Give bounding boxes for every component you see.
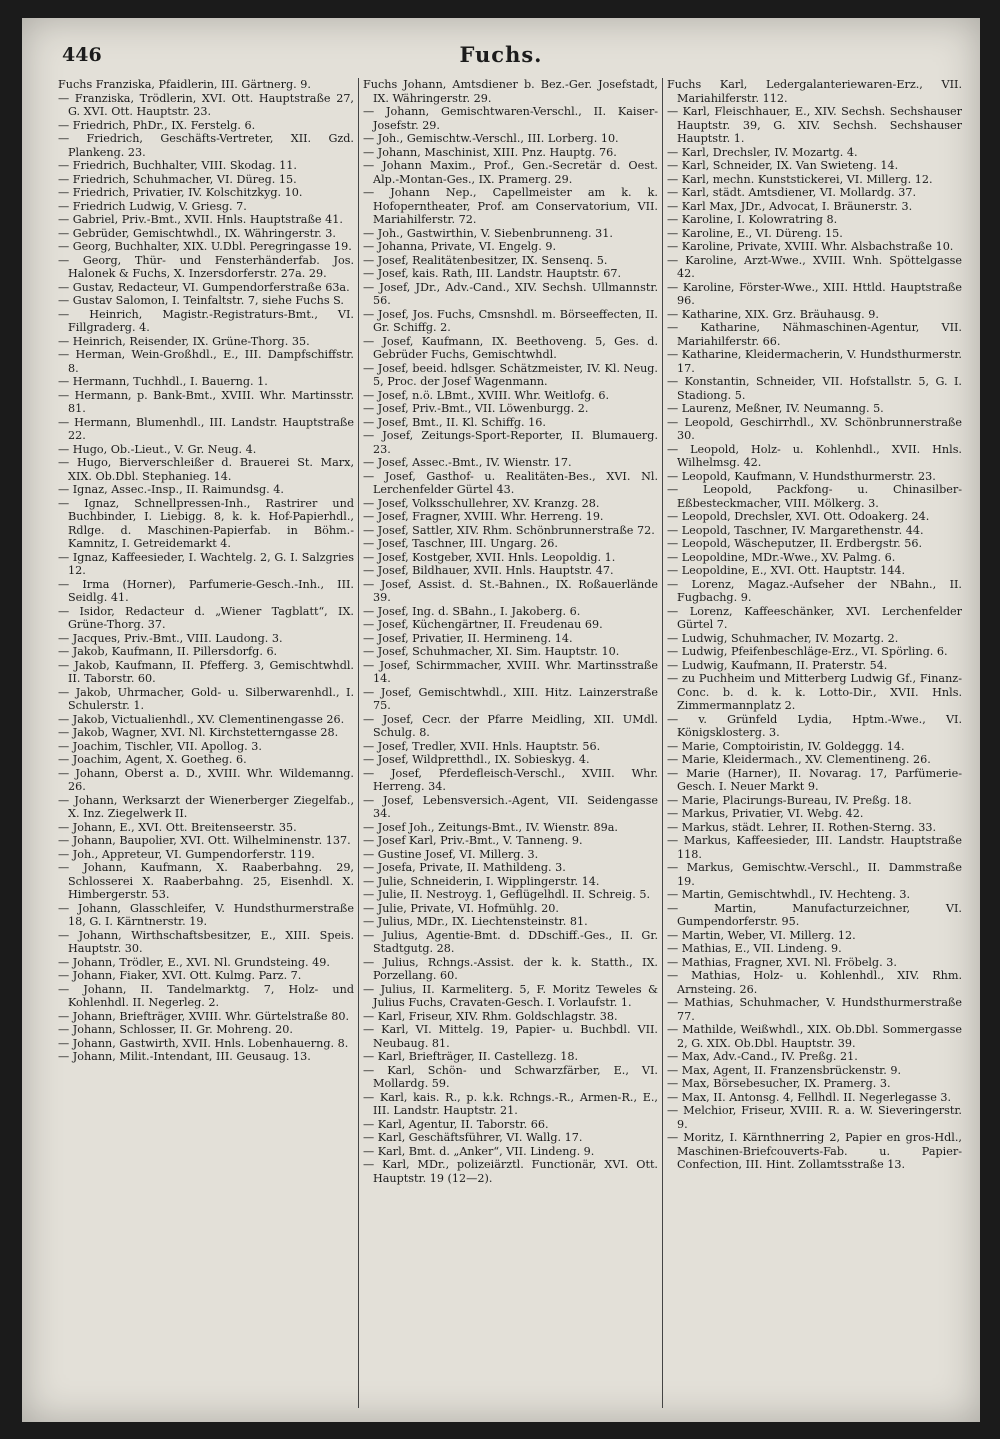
directory-entry: — Hermann, Tuchhdl., I. Bauerng. 1.: [58, 375, 268, 388]
directory-entry: — Friedrich, Buchhalter, VIII. Skodag. 11.: [58, 159, 297, 172]
directory-entry: — Johann Nep., Capellmeister am k. k. Hofoperntheater, Prof. am Conservatorium, VII. Mariahilferstr. 72.: [363, 186, 658, 226]
directory-entry: — Josef, Bildhauer, XVII. Hnls. Hauptstr. 47.: [363, 564, 614, 577]
directory-entry: — Ludwig, Kaufmann, II. Praterstr. 54.: [667, 658, 888, 672]
directory-entry: — Josef, Sattler, XIV. Rhm. Schönbrunnerstraße 72.: [363, 523, 655, 537]
directory-entry: — Marie (Harner), II. Novarag. 17, Parfümerie-Gesch. I. Neuer Markt 9.: [667, 766, 962, 793]
directory-entry: — Josef, Realitätenbesitzer, IX. Sensenq. 5.: [363, 253, 608, 267]
directory-entry: — Johann, Briefträger, XVIII. Whr. Gürtelstraße 80.: [58, 1009, 350, 1023]
directory-entry: — Karl, Geschäftsführer, VI. Wallg. 17.: [363, 1131, 583, 1144]
directory-entry: — Georg, Buchhalter, XIX. U.Dbl. Peregringasse 19.: [58, 240, 352, 253]
directory-entry: — Friedrich Ludwig, V. Griesg. 7.: [58, 199, 247, 213]
directory-entry: — Martin, Manufacturzeichner, VI. Gumpendorferstr. 95.: [667, 901, 962, 928]
directory-entry: — Karl, VI. Mittelg. 19, Papier- u. Buchbdl. VII. Neubaug. 81.: [363, 1023, 658, 1050]
directory-entry: — Josef, Ing. d. SBahn., I. Jakoberg. 6.: [363, 604, 581, 618]
directory-entry: — Karl, städt. Amtsdiener, VI. Mollardg. 37.: [667, 186, 917, 199]
directory-entry: — Martin, Gemischtwhdl., IV. Hechteng. 3.: [667, 888, 911, 901]
directory-entry: — Friedrich, Geschäfts-Vertreter, XII. Gzd. Plankeng. 23.: [58, 132, 354, 159]
directory-entry: — Josef, Gemischtwhdl., XIII. Hitz. Lainzerstraße 75.: [363, 685, 658, 712]
directory-entry: — Johann, E., XVI. Ott. Breitenseerstr. 35.: [58, 820, 297, 834]
directory-entry: — Markus, Privatier, VI. Webg. 42.: [667, 807, 864, 820]
directory-entry: — Julie, Schneiderin, I. Wipplingerstr. 14.: [363, 874, 600, 888]
directory-entry: — Josef, Jos. Fuchs, Cmsnshdl. m. Börseeffecten, II. Gr. Schiffg. 2.: [363, 307, 658, 334]
directory-entry: — Friedrich, PhDr., IX. Ferstelg. 6.: [58, 118, 256, 132]
directory-entry: — Josef, Bmt., II. Kl. Schiffg. 16.: [363, 415, 546, 429]
directory-entry: — Karl, Schneider, IX. Van Swieteng. 14.: [667, 159, 899, 172]
directory-entry: — Ignaz, Assec.-Insp., II. Raimundsg. 4.: [58, 483, 284, 496]
directory-entry: — Jakob, Wagner, XVI. Nl. Kirchstetterngasse 28.: [58, 726, 339, 739]
directory-entry: — Karl, Schön- und Schwarzfärber, E., VI. Mollardg. 59.: [363, 1063, 658, 1090]
directory-entry: — Karoline, E., VI. Düreng. 15.: [667, 226, 843, 240]
directory-entry: — Josef, Wildpretthdl., IX. Sobieskyg. 4.: [363, 753, 590, 766]
page-header: [22, 18, 980, 78]
directory-entry: — Johann, Gastwirth, XVII. Hnls. Lobenhauerng. 8.: [58, 1036, 349, 1050]
directory-entry: — Mathias, Fragner, XVI. Nl. Fröbelg. 3.: [667, 955, 897, 969]
directory-entry: — zu Puchheim und Mitterberg Ludwig Gf., Finanz-Conc. b. d. k. k. Lotto-Dir., XVII. Hnls. Zimmermannplatz 2.: [667, 672, 962, 712]
directory-entry: — Leopold, Taschner, IV. Margarethenstr. 44.: [667, 523, 924, 537]
directory-entry: — Karl, MDr., polizeiärztl. Functionär, XVI. Ott. Hauptstr. 19 (12—2).: [363, 1158, 658, 1185]
directory-entry: — Mathias, Schuhmacher, V. Hundsthurmerstraße 77.: [667, 996, 962, 1023]
directory-entry: — Markus, Gemischtw.-Verschl., II. Dammstraße 19.: [667, 861, 962, 888]
directory-entry: — Josef, Taschner, III. Ungarg. 26.: [363, 537, 558, 550]
directory-entry: — Julie, Private, VI. Hofmühlg. 20.: [363, 901, 559, 915]
directory-entry: — Johann, Baupolier, XVI. Ott. Wilhelminenstr. 137.: [58, 834, 351, 847]
directory-entry: — Johann, Maschinist, XIII. Pnz. Hauptg. 76.: [363, 145, 617, 159]
directory-entry: — Hugo, Ob.-Lieut., V. Gr. Neug. 4.: [58, 442, 257, 456]
directory-entry: — Johann Maxim., Prof., Gen.-Secretär d. Oest. Alp.-Montan-Ges., IX. Pramerg. 29.: [363, 159, 658, 186]
directory-entry: — Leopoldine, MDr.-Wwe., XV. Palmg. 6.: [667, 550, 896, 564]
directory-entry: — Josef, Assist. d. St.-Bahnen., IX. Roßauerlände 39.: [363, 577, 658, 604]
directory-entry: — Karoline, Arzt-Wwe., XVIII. Wnh. Spöttelgasse 42.: [667, 253, 962, 280]
directory-entry: — Mathilde, Weißwhdl., XIX. Ob.Dbl. Sommergasse 2, G. XIX. Ob.Dbl. Hauptstr. 39.: [667, 1023, 962, 1050]
directory-entry: — Lorenz, Kaffeeschänker, XVI. Lerchenfelder Gürtel 7.: [667, 604, 962, 631]
directory-entry: — Isidor, Redacteur d. „Wiener Tagblatt“, IX. Grüne-Thorg. 37.: [58, 604, 354, 631]
directory-entry: — Leopold, Holz- u. Kohlenhdl., XVII. Hnls. Wilhelmsg. 42.: [667, 442, 962, 469]
column-right: [662, 78, 966, 1408]
directory-entry: — Ludwig, Pfeifenbeschläge-Erz., VI. Spörling. 6.: [667, 645, 948, 658]
directory-entry: — Josef, Cecr. der Pfarre Meidling, XII. UMdl. Schulg. 8.: [363, 712, 658, 739]
directory-entry: — Johann, Oberst a. D., XVIII. Whr. Wildemanng. 26.: [58, 766, 354, 793]
directory-entry: — Johann, Fiaker, XVI. Ott. Kulmg. Parz. 7.: [58, 969, 302, 982]
directory-entry: — Josef, Schirmmacher, XVIII. Whr. Martinsstraße 14.: [363, 658, 658, 685]
directory-entry: — Karl Max, JDr., Advocat, I. Bräunerstr. 3.: [667, 199, 913, 213]
directory-entry: — Johann, II. Tandelmarktg. 7, Holz- und Kohlenhdl. II. Negerleg. 2.: [58, 982, 354, 1009]
directory-entry: — Josef, Schuhmacher, XI. Sim. Hauptstr. 10.: [363, 645, 620, 658]
directory-page: [22, 18, 980, 1422]
directory-entry: — Moritz, I. Kärnthnerring 2, Papier en gros-Hdl., Maschinen-Briefcouverts-Fab. u. Papier-Confection, III. Hint. Zollamtsstraße 13.: [667, 1131, 962, 1171]
directory-entry: — Josef, Privatier, II. Hermineng. 14.: [363, 631, 573, 645]
directory-entry: — Karl, kais. R., p. k.k. Rchngs.-R., Armen-R., E., III. Landstr. Hauptstr. 21.: [363, 1090, 658, 1117]
directory-entry: — Jakob, Uhrmacher, Gold- u. Silberwarenhdl., I. Schulerstr. 1.: [58, 685, 354, 712]
directory-entry: — Gustav Salomon, I. Teinfaltstr. 7, siehe Fuchs S.: [58, 294, 344, 307]
directory-entry: — Karl, Friseur, XIV. Rhm. Goldschlagstr. 38.: [363, 1009, 618, 1023]
directory-entry: — Julius, Agentie-Bmt. d. DDschiff.-Ges., II. Gr. Stadtgutg. 28.: [363, 928, 658, 955]
directory-entry: — Gustav, Redacteur, VI. Gumpendorferstraße 63a.: [58, 280, 350, 294]
directory-entry: — Julius, Rchngs.-Assist. der k. k. Statth., IX. Porzellang. 60.: [363, 955, 658, 982]
directory-entry: — Hermann, Blumenhdl., III. Landstr. Hauptstraße 22.: [58, 415, 354, 442]
directory-entry: — Josef, Tredler, XVII. Hnls. Hauptstr. 56.: [363, 739, 601, 753]
directory-entry: — Josefa, Private, II. Mathildeng. 3.: [363, 861, 566, 874]
directory-entry: — Mathias, E., VII. Lindeng. 9.: [667, 942, 842, 955]
directory-entry: — Josef, Gasthof- u. Realitäten-Bes., XVI. Nl. Lerchenfelder Gürtel 43.: [363, 469, 658, 496]
directory-entry: — Josef, Zeitungs-Sport-Reporter, II. Blumauerg. 23.: [363, 429, 658, 456]
directory-entry: — Karl, Fleischhauer, E., XIV. Sechsh. Sechshauser Hauptstr. 39, G. XIV. Sechsh. Sechshauser Hauptstr. 1.: [667, 105, 962, 145]
directory-entry: — Josef, Assec.-Bmt., IV. Wienstr. 17.: [363, 456, 572, 469]
directory-entry: — Ludwig, Schuhmacher, IV. Mozartg. 2.: [667, 631, 899, 645]
directory-entry: — Ignaz, Schnellpressen-Inh., Rastrirer und Buchbinder, I. Liebigg. 8, k. k. Hof-Papierhdl., Rdlge. d. Maschinen-Papierfab. in Böhm.-Kamnitz, I. Getreidemarkt 4.: [58, 496, 354, 550]
directory-entry: — Max, II. Antonsg. 4, Fellhdl. II. Negerlegasse 3.: [667, 1090, 952, 1104]
directory-entry: — Lorenz, Magaz.-Aufseher der NBahn., II. Fugbachg. 9.: [667, 577, 962, 604]
directory-entry: — Max, Adv.-Cand., IV. Preßg. 21.: [667, 1050, 858, 1063]
directory-entry: — Friedrich, Privatier, IV. Kolschitzkyg. 10.: [58, 186, 303, 199]
directory-entry: — Josef, Kaufmann, IX. Beethoveng. 5, Ges. d. Gebrüder Fuchs, Gemischtwhdl.: [363, 334, 658, 361]
directory-entry: — Gustine Josef, VI. Millerg. 3.: [363, 847, 539, 861]
directory-entry: — Gebrüder, Gemischtwhdl., IX. Währingerstr. 3.: [58, 226, 336, 240]
directory-entry: — Josef, JDr., Adv.-Cand., XIV. Sechsh. Ullmannstr. 56.: [363, 280, 658, 307]
directory-entry: — Josef Joh., Zeitungs-Bmt., IV. Wienstr. 89a.: [363, 820, 618, 834]
directory-entry: — Markus, Kaffeesieder, III. Landstr. Hauptstraße 118.: [667, 834, 962, 861]
directory-entry: — Martin, Weber, VI. Millerg. 12.: [667, 928, 856, 942]
directory-entry: — Karoline, Förster-Wwe., XIII. Httld. Hauptstraße 96.: [667, 280, 962, 307]
directory-entry: — Joh., Gastwirthin, V. Siebenbrunneng. 31.: [363, 226, 613, 240]
directory-entry: — Joh., Appreteur, VI. Gumpendorferstr. 119.: [58, 847, 315, 861]
directory-entry: — Irma (Horner), Parfumerie-Gesch.-Inh., III. Seidlg. 41.: [58, 577, 354, 604]
directory-entry: — Joachim, Tischler, VII. Apollog. 3.: [58, 739, 262, 753]
directory-entry: — Julius, MDr., IX. Liechtensteinstr. 81.: [363, 915, 588, 928]
directory-entry: — Joachim, Agent, X. Goetheg. 6.: [58, 753, 247, 766]
directory-entry: — Leopoldine, E., XVI. Ott. Hauptstr. 144.: [667, 564, 906, 577]
directory-entry: — Josef, Lebensversich.-Agent, VII. Seidengasse 34.: [363, 793, 658, 820]
directory-entry: — Marie, Comptoiristin, IV. Goldeggg. 14.: [667, 739, 905, 753]
directory-entry: — Johann, Kaufmann, X. Raaberbahng. 29, Schlosserei X. Raaberbahng. 25, Eisenhdl. X. Himbergerstr. 53.: [58, 861, 354, 901]
entry-columns: [54, 78, 966, 1408]
directory-entry: — Konstantin, Schneider, VII. Hofstallstr. 5, G. I. Stadiong. 5.: [667, 375, 962, 402]
directory-entry: — Johann, Wirthschaftsbesitzer, E., XIII. Speis. Hauptstr. 30.: [58, 928, 354, 955]
directory-entry: — Marie, Placirungs-Bureau, IV. Preßg. 18.: [667, 793, 912, 807]
directory-entry: — Jakob, Kaufmann, II. Pillersdorfg. 6.: [58, 645, 278, 658]
directory-entry: — Karl, mechn. Kunststickerei, VI. Millerg. 12.: [667, 172, 933, 186]
directory-entry: — Johann, Gemischtwaren-Verschl., II. Kaiser-Josefstr. 29.: [363, 105, 658, 132]
directory-entry: — Josef, Küchengärtner, II. Freudenau 69.: [363, 618, 603, 631]
page-number: 446: [62, 44, 102, 66]
directory-entry: — Johann, Werksarzt der Wienerberger Ziegelfab., X. Inz. Ziegelwerk II.: [58, 793, 354, 820]
directory-entry: — Julie, II. Nestroyg. 1, Geflügelhdl. II. Schreig. 5.: [363, 888, 651, 901]
directory-entry: — Josef, Fragner, XVIII. Whr. Herreng. 19.: [363, 510, 604, 523]
directory-entry: — v. Grünfeld Lydia, Hptm.-Wwe., VI. Königsklosterg. 3.: [667, 712, 962, 739]
directory-entry: — Josef, Pferdefleisch-Verschl., XVIII. Whr. Herreng. 34.: [363, 766, 658, 793]
directory-entry: — Karl, Drechsler, IV. Mozartg. 4.: [667, 145, 858, 159]
directory-entry: — Markus, städt. Lehrer, II. Rothen-Sterng. 33.: [667, 820, 937, 834]
directory-entry: — Joh., Gemischtw.-Verschl., III. Lorberg. 10.: [363, 132, 619, 145]
directory-entry: — Leopold, Kaufmann, V. Hundsthurmerstr. 23.: [667, 469, 936, 483]
directory-entry: — Melchior, Friseur, XVIII. R. a. W. Sieveringerstr. 9.: [667, 1104, 962, 1131]
directory-entry: — Katharine, Kleidermacherin, V. Hundsthurmerstr. 17.: [667, 348, 962, 375]
directory-entry: — Max, Agent, II. Franzensbrückenstr. 9.: [667, 1063, 902, 1077]
directory-entry: — Leopold, Packfong- u. Chinasilber-Eßbesteckmacher, VIII. Mölkerg. 3.: [667, 483, 962, 510]
directory-entry: — Josef, Priv.-Bmt., VII. Löwenburgg. 2.: [363, 402, 589, 415]
directory-entry: — Leopold, Geschirrhdl., XV. Schönbrunnerstraße 30.: [667, 415, 962, 442]
directory-entry: — Johann, Trödler, E., XVI. Nl. Grundsteing. 49.: [58, 955, 330, 969]
directory-entry: Fuchs Franziska, Pfaidlerin, III. Gärtnerg. 9.: [58, 78, 311, 91]
directory-entry: — Josef, Kostgeber, XVII. Hnls. Leopoldig. 1.: [363, 550, 616, 564]
directory-entry: — Johann, Schlosser, II. Gr. Mohreng. 20.: [58, 1023, 293, 1036]
directory-entry: — Leopold, Wäscheputzer, II. Erdbergstr. 56.: [667, 537, 923, 550]
directory-entry: — Mathias, Holz- u. Kohlenhdl., XIV. Rhm. Arnsteing. 26.: [667, 969, 962, 996]
directory-entry: — Ignaz, Kaffeesieder, I. Wachtelg. 2, G. I. Salzgries 12.: [58, 550, 354, 577]
directory-entry: — Leopold, Drechsler, XVI. Ott. Odoakerg. 24.: [667, 510, 930, 523]
directory-entry: Fuchs Karl, Ledergalanteriewaren-Erz., VII. Mariahilferstr. 112.: [667, 78, 962, 105]
directory-entry: — Jakob, Victualienhdl., XV. Clementinengasse 26.: [58, 712, 345, 726]
directory-entry: — Friedrich, Schuhmacher, VI. Düreg. 15.: [58, 172, 297, 186]
directory-entry: — Karl, Briefträger, II. Castellezg. 18.: [363, 1050, 579, 1063]
directory-entry: — Herman, Wein-Großhdl., E., III. Dampfschiffstr. 8.: [58, 348, 354, 375]
directory-entry: — Josef Karl, Priv.-Bmt., V. Tanneng. 9.: [363, 834, 583, 847]
directory-entry: Fuchs Johann, Amtsdiener b. Bez.-Ger. Josefstadt, IX. Währingerstr. 29.: [363, 78, 658, 105]
column-middle: [358, 78, 662, 1408]
directory-entry: — Katharine, XIX. Grz. Bräuhausg. 9.: [667, 307, 879, 321]
directory-entry: — Karoline, Private, XVIII. Whr. Alsbachstraße 10.: [667, 240, 954, 253]
directory-entry: — Franziska, Trödlerin, XVI. Ott. Hauptstraße 27, G. XVI. Ott. Hauptstr. 23.: [58, 91, 354, 118]
column-left: [54, 78, 358, 1408]
directory-entry: — Johanna, Private, VI. Engelg. 9.: [363, 240, 556, 253]
directory-entry: — Johann, Milit.-Intendant, III. Geusaug. 13.: [58, 1050, 311, 1063]
directory-entry: — Jakob, Kaufmann, II. Pfefferg. 3, Gemischtwhdl. II. Taborstr. 60.: [58, 658, 354, 685]
directory-entry: — Laurenz, Meßner, IV. Neumanng. 5.: [667, 402, 884, 415]
directory-entry: — Julius, II. Karmeliterg. 5, F. Moritz Teweles & Julius Fuchs, Cravaten-Gesch. I. Vorlaufstr. 1.: [363, 982, 658, 1009]
directory-entry: — Karl, Agentur, II. Taborstr. 66.: [363, 1117, 549, 1131]
directory-entry: — Hugo, Bierverschleißer d. Brauerei St. Marx, XIX. Ob.Dbl. Stephanieg. 14.: [58, 456, 354, 483]
directory-entry: — Max, Börsebesucher, IX. Pramerg. 3.: [667, 1077, 891, 1090]
directory-entry: — Josef, beeid. hdlsger. Schätzmeister, IV. Kl. Neug. 5, Proc. der Josef Wagenmann.: [363, 361, 658, 388]
directory-entry: — Josef, n.ö. LBmt., XVIII. Whr. Weitlofg. 6.: [363, 388, 610, 402]
directory-entry: — Gabriel, Priv.-Bmt., XVII. Hnls. Hauptstraße 41.: [58, 213, 343, 226]
directory-entry: — Jacques, Priv.-Bmt., VIII. Laudong. 3.: [58, 631, 283, 645]
directory-entry: — Katharine, Nähmaschinen-Agentur, VII. Mariahilferstr. 66.: [667, 321, 962, 348]
directory-entry: — Karl, Bmt. d. „Anker“, VII. Lindeng. 9.: [363, 1144, 595, 1158]
directory-entry: — Johann, Glasschleifer, V. Hundsthurmerstraße 18, G. I. Kärntnerstr. 19.: [58, 901, 354, 928]
directory-entry: — Marie, Kleidermach., XV. Clementineng. 26.: [667, 753, 931, 766]
running-head: Fuchs.: [459, 42, 543, 67]
directory-entry: — Heinrich, Magistr.-Registraturs-Bmt., VI. Fillgraderg. 4.: [58, 307, 354, 334]
directory-entry: — Heinrich, Reisender, IX. Grüne-Thorg. 35.: [58, 334, 310, 348]
directory-entry: — Josef, kais. Rath, III. Landstr. Hauptstr. 67.: [363, 267, 622, 280]
directory-entry: — Hermann, p. Bank-Bmt., XVIII. Whr. Martinsstr. 81.: [58, 388, 354, 415]
directory-entry: — Karoline, I. Kolowratring 8.: [667, 213, 838, 226]
directory-entry: — Georg, Thür- und Fensterhänderfab. Jos. Halonek & Fuchs, X. Inzersdorferstr. 27a. 29.: [58, 253, 354, 280]
directory-entry: — Josef, Volksschullehrer, XV. Kranzg. 28.: [363, 496, 600, 510]
